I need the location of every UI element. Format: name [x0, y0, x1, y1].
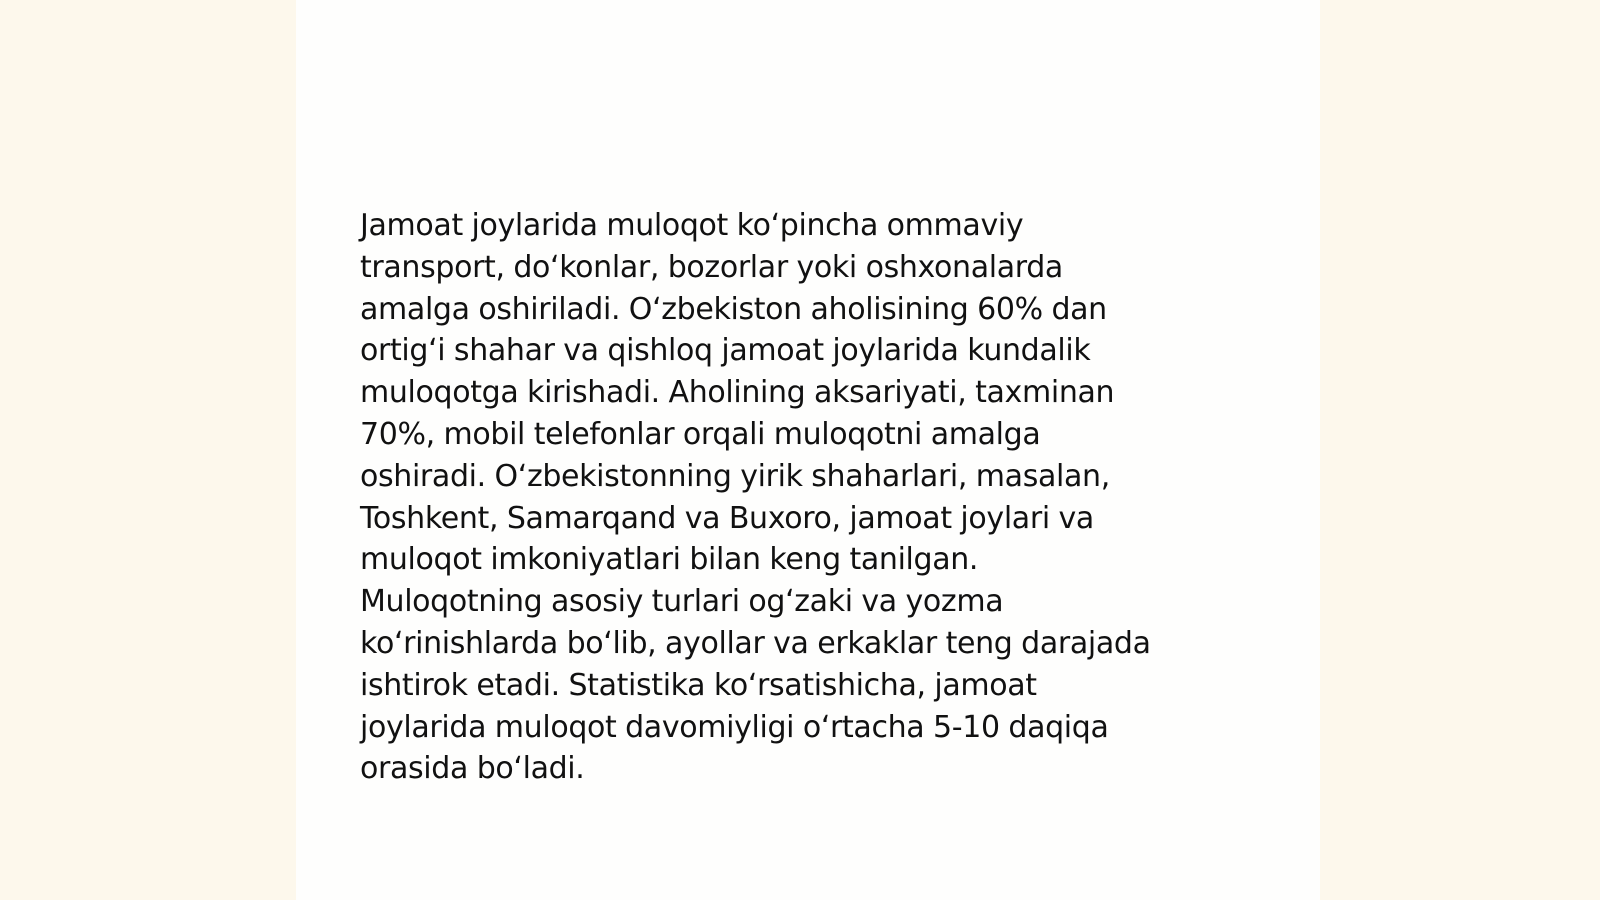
paragraph-line: orasida bo‘ladi. [360, 751, 585, 787]
paragraph-line: 70%, mobil telefonlar orqali muloqotni amalga [360, 416, 1041, 452]
paragraph-line: ko‘rinishlarda bo‘lib, ayollar va erkaklar teng darajada [360, 625, 1151, 661]
paragraph-line: Toshkent, Samarqand va Buxoro, jamoat joylari va [360, 500, 1094, 536]
paragraph-line: ishtirok etadi. Statistika ko‘rsatishicha, jamoat [360, 667, 1037, 703]
paragraph-line: ortig‘i shahar va qishloq jamoat joylarida kundalik [360, 333, 1091, 369]
paragraph-line: muloqot imkoniyatlari bilan keng tanilgan. [360, 542, 979, 578]
paragraph-line: transport, do‘konlar, bozorlar yoki oshxonalarda [360, 249, 1063, 285]
paragraph-line: muloqotga kirishadi. Aholining aksariyati, taxminan [360, 375, 1115, 411]
paragraph-line: Jamoat joylarida muloqot ko‘pincha ommaviy [360, 208, 1024, 243]
paragraph-line: oshiradi. O‘zbekistonning yirik shaharlari, masalan, [360, 458, 1110, 494]
paragraph-line: joylarida muloqot davomiyligi o‘rtacha 5-10 daqiqa [360, 709, 1109, 745]
paragraph-line: Muloqotning asosiy turlari og‘zaki va yozma [360, 584, 1004, 620]
paragraph-line: amalga oshiriladi. O‘zbekiston aholisining 60% dan [360, 291, 1107, 327]
body-paragraph [360, 205, 1250, 790]
document-page [296, 0, 1320, 900]
